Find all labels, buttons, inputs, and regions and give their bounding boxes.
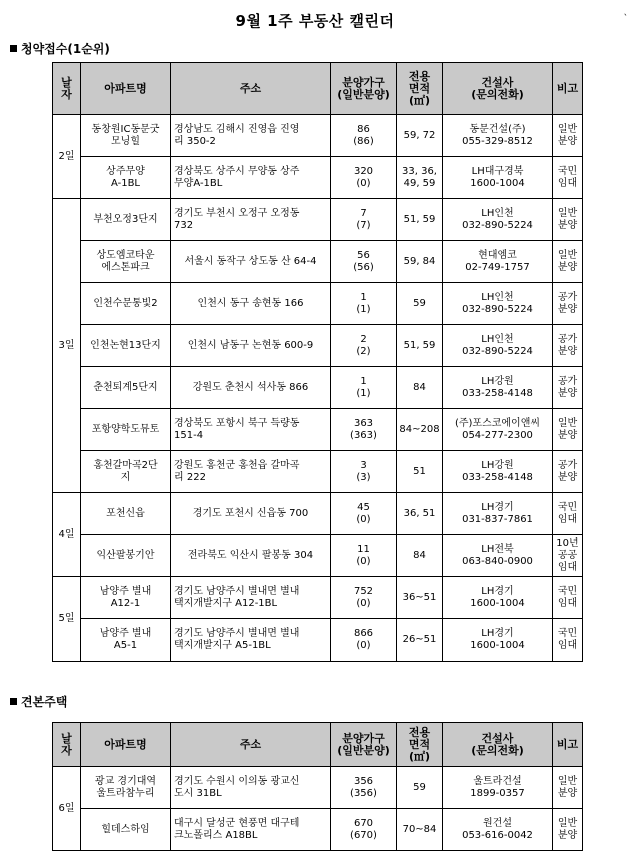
apt-cell: 춘천퇴계5단지	[81, 367, 171, 409]
builder-cell: LH인천 032-890-5224	[443, 199, 553, 241]
area-cell: 51, 59	[397, 325, 443, 367]
note-cell: 공가 분양	[553, 367, 583, 409]
table-row	[53, 325, 583, 367]
page-title: 9월 1주 부동산 캘린더	[235, 12, 395, 30]
builder-cell: LH인천 032-890-5224	[443, 325, 553, 367]
builder-cell: LH경기 1600-1004	[443, 619, 553, 662]
addr-cell: 경기도 남양주시 별내면 별내 택지개발지구 A12-1BL	[171, 577, 331, 619]
note-cell: 국민 임대	[553, 577, 583, 619]
addr-cell: 경기도 포천시 신읍동 700	[171, 493, 331, 535]
builder-cell: LH인천 032-890-5224	[443, 283, 553, 325]
addr-cell: 강원도 춘천시 석사동 866	[171, 367, 331, 409]
builder-cell: 현대엠코 02-749-1757	[443, 241, 553, 283]
table-row	[53, 535, 583, 577]
apt-cell: 부천오정3단지	[81, 199, 171, 241]
area-cell: 36~51	[397, 577, 443, 619]
day-cell: 6일	[53, 767, 81, 851]
note-cell: 일반 분양	[553, 199, 583, 241]
header-area: 전용 면적 (㎡)	[397, 723, 443, 767]
section-title-model-house: 견본주택	[10, 693, 67, 710]
table-row	[53, 809, 583, 851]
builder-cell: LH강원 033-258-4148	[443, 451, 553, 493]
day-cell: 3일	[53, 199, 81, 493]
header-note: 비고	[553, 723, 583, 767]
header-note: 비고	[553, 63, 583, 115]
note-cell: 공가 분양	[553, 283, 583, 325]
square-bullet-icon	[10, 698, 17, 705]
addr-cell: 경상북도 상주시 무양동 상주 무양A-1BL	[171, 157, 331, 199]
addr-cell: 경상남도 김해시 진영읍 진영 리 350-2	[171, 115, 331, 157]
note-cell: 공가 분양	[553, 325, 583, 367]
note-cell: 국민 임대	[553, 157, 583, 199]
table-row	[53, 493, 583, 535]
builder-cell: LH대구경북 1600-1004	[443, 157, 553, 199]
addr-cell: 경기도 수원시 이의동 광교신 도시 31BL	[171, 767, 331, 809]
header-row	[53, 63, 583, 115]
table-row	[53, 157, 583, 199]
header-apt: 아파트명	[81, 63, 171, 115]
units-cell: 356 (356)	[331, 767, 397, 809]
units-cell: 45 (0)	[331, 493, 397, 535]
area-cell: 84~208	[397, 409, 443, 451]
table-row	[53, 577, 583, 619]
builder-cell: LH경기 1600-1004	[443, 577, 553, 619]
builder-cell: 울트라건설 1899-0357	[443, 767, 553, 809]
units-cell: 320 (0)	[331, 157, 397, 199]
table-row	[53, 199, 583, 241]
builder-cell: LH강원 033-258-4148	[443, 367, 553, 409]
header-day: 날 자	[53, 723, 81, 767]
area-cell: 51	[397, 451, 443, 493]
header-addr: 주소	[171, 63, 331, 115]
area-cell: 84	[397, 535, 443, 577]
addr-cell: 대구시 달성군 현풍면 대구테 크노폴리스 A18BL	[171, 809, 331, 851]
addr-cell: 경기도 남양주시 별내면 별내 택지개발지구 A5-1BL	[171, 619, 331, 662]
units-cell: 56 (56)	[331, 241, 397, 283]
corner-mark: `	[623, 14, 628, 24]
area-cell: 51, 59	[397, 199, 443, 241]
note-cell: 일반 분양	[553, 115, 583, 157]
apt-cell: 포천신읍	[81, 493, 171, 535]
table-row	[53, 115, 583, 157]
day-cell: 2일	[53, 115, 81, 199]
area-cell: 59	[397, 283, 443, 325]
header-units: 분양가구 (일반분양)	[331, 723, 397, 767]
builder-cell: LH전북 063-840-0900	[443, 535, 553, 577]
builder-cell: (주)포스코에이앤씨 054-277-2300	[443, 409, 553, 451]
square-bullet-icon	[10, 45, 17, 52]
units-cell: 363 (363)	[331, 409, 397, 451]
area-cell: 59, 84	[397, 241, 443, 283]
table-row	[53, 367, 583, 409]
builder-cell: 동문건설(주) 055-329-8512	[443, 115, 553, 157]
units-cell: 1 (1)	[331, 367, 397, 409]
apt-cell: 인천수문통빛2	[81, 283, 171, 325]
units-cell: 752 (0)	[331, 577, 397, 619]
apt-cell: 남양주 별내 A5-1	[81, 619, 171, 662]
builder-cell: LH경기 031-837-7861	[443, 493, 553, 535]
units-cell: 1 (1)	[331, 283, 397, 325]
header-apt: 아파트명	[81, 723, 171, 767]
area-cell: 33, 36, 49, 59	[397, 157, 443, 199]
apt-cell: 상주무양 A-1BL	[81, 157, 171, 199]
header-day: 날 자	[53, 63, 81, 115]
units-cell: 670 (670)	[331, 809, 397, 851]
note-cell: 국민 임대	[553, 493, 583, 535]
note-cell: 10년 공공 임대	[553, 535, 583, 577]
area-cell: 26~51	[397, 619, 443, 662]
day-cell: 4일	[53, 493, 81, 577]
section-title-subscription: 청약접수(1순위)	[10, 40, 110, 57]
apt-cell: 동창원IC동문굿 모닝힐	[81, 115, 171, 157]
units-cell: 2 (2)	[331, 325, 397, 367]
addr-cell: 인천시 동구 송현동 166	[171, 283, 331, 325]
apt-cell: 익산팔봉기안	[81, 535, 171, 577]
addr-cell: 인천시 남동구 논현동 600-9	[171, 325, 331, 367]
table-row	[53, 283, 583, 325]
addr-cell: 경상북도 포항시 북구 득량동 151-4	[171, 409, 331, 451]
note-cell: 국민 임대	[553, 619, 583, 662]
table-row	[53, 409, 583, 451]
units-cell: 86 (86)	[331, 115, 397, 157]
header-builder: 건설사 (문의전화)	[443, 723, 553, 767]
builder-cell: 원건설 053-616-0042	[443, 809, 553, 851]
apt-cell: 상도엠코타운 에스톤파크	[81, 241, 171, 283]
table-row	[53, 619, 583, 662]
units-cell: 7 (7)	[331, 199, 397, 241]
model-house-table	[52, 722, 583, 851]
day-cell: 5일	[53, 577, 81, 662]
header-units: 분양가구 (일반분양)	[331, 63, 397, 115]
header-area: 전용 면적 (㎡)	[397, 63, 443, 115]
table-row	[53, 767, 583, 809]
units-cell: 11 (0)	[331, 535, 397, 577]
area-cell: 84	[397, 367, 443, 409]
area-cell: 59	[397, 767, 443, 809]
header-builder: 건설사 (문의전화)	[443, 63, 553, 115]
note-cell: 일반 분양	[553, 809, 583, 851]
table-row	[53, 451, 583, 493]
note-cell: 일반 분양	[553, 409, 583, 451]
note-cell: 일반 분양	[553, 767, 583, 809]
header-row	[53, 723, 583, 767]
apt-cell: 인천논현13단지	[81, 325, 171, 367]
area-cell: 36, 51	[397, 493, 443, 535]
header-addr: 주소	[171, 723, 331, 767]
note-cell: 공가 분양	[553, 451, 583, 493]
apt-cell: 광교 경기대역 울트라참누리	[81, 767, 171, 809]
apt-cell: 남양주 별내 A12-1	[81, 577, 171, 619]
addr-cell: 강원도 홍천군 홍천읍 갈마곡 리 222	[171, 451, 331, 493]
area-cell: 59, 72	[397, 115, 443, 157]
apt-cell: 홍천갈마곡2단 지	[81, 451, 171, 493]
addr-cell: 서울시 동작구 상도동 산 64-4	[171, 241, 331, 283]
area-cell: 70~84	[397, 809, 443, 851]
note-cell: 일반 분양	[553, 241, 583, 283]
addr-cell: 전라북도 익산시 팔봉동 304	[171, 535, 331, 577]
apt-cell: 힐데스하임	[81, 809, 171, 851]
table-row	[53, 241, 583, 283]
addr-cell: 경기도 부천시 오정구 오정동 732	[171, 199, 331, 241]
units-cell: 866 (0)	[331, 619, 397, 662]
units-cell: 3 (3)	[331, 451, 397, 493]
subscription-table	[52, 62, 583, 662]
apt-cell: 포항양학도뮤토	[81, 409, 171, 451]
